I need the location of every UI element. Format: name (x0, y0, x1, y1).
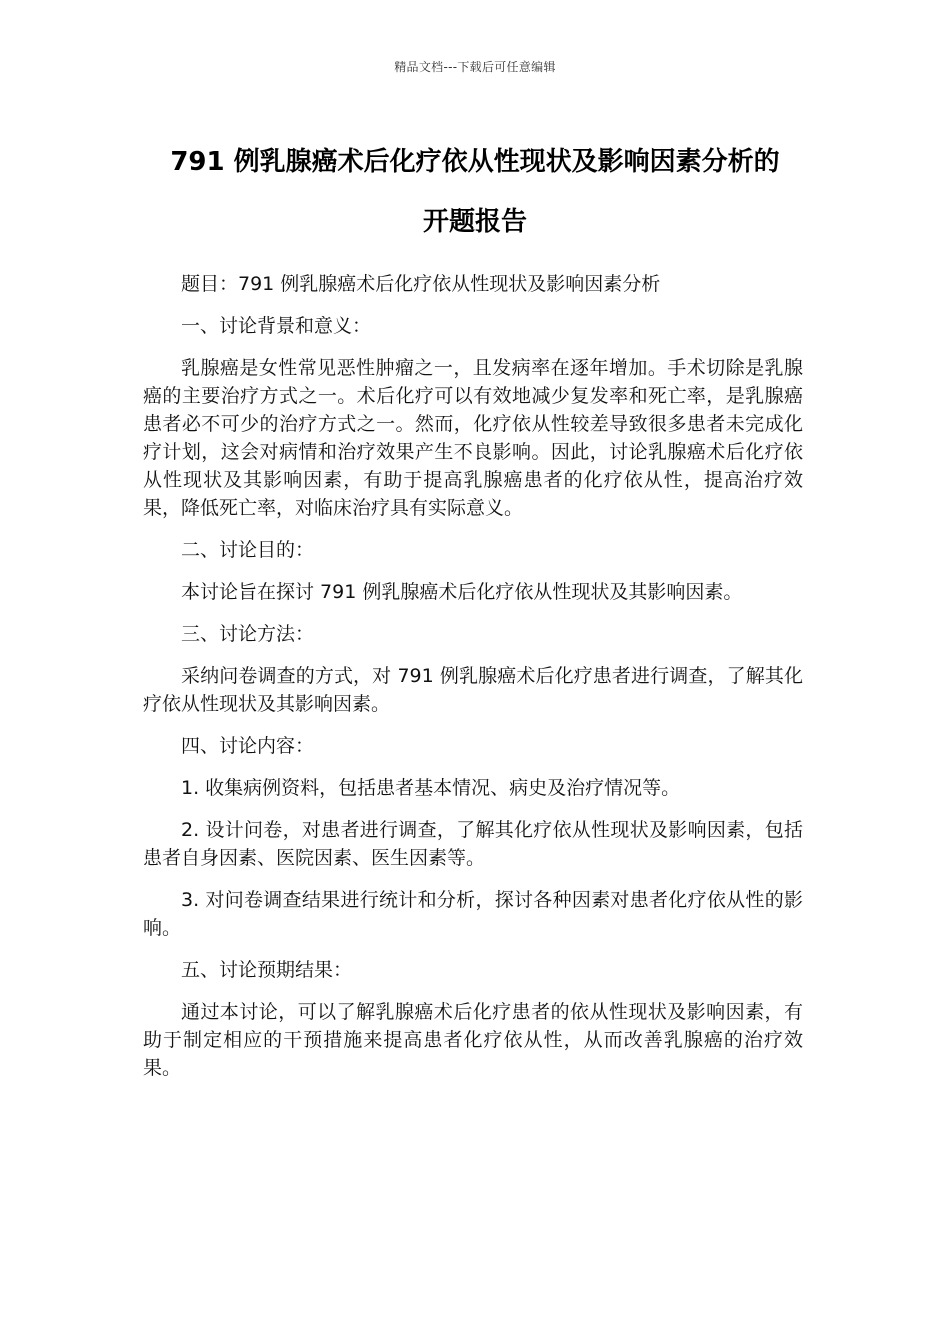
header-note: 精品文档---下载后可任意编辑 (394, 60, 556, 74)
document-title (110, 132, 840, 252)
expected-results-paragraph: 通过本讨论，可以了解乳腺癌术后化疗患者的依从性现状及影响因素，有助于制定相应的干预措施来提高患者化疗依从性，从而改善乳腺癌的治疗效果。 (143, 1001, 803, 1079)
content-item-1: 1. 收集病例资料，包括患者基本情况、病史及治疗情况等。 (181, 777, 681, 799)
content-item-3: 3. 对问卷调查结果进行统计和分析，探讨各种因素对患者化疗依从性的影响。 (143, 889, 803, 939)
title-line-2: 开题报告 (422, 207, 527, 237)
document-body (143, 270, 803, 1096)
section-heading-purpose: 二、讨论目的： (181, 539, 315, 561)
section-heading-content: 四、讨论内容： (181, 735, 315, 757)
purpose-paragraph: 本讨论旨在探讨 791 例乳腺癌术后化疗依从性现状及其影响因素。 (181, 581, 743, 603)
subject-line: 题目：791 例乳腺癌术后化疗依从性现状及影响因素分析 (181, 273, 661, 295)
method-paragraph: 采纳问卷调查的方式，对 791 例乳腺癌术后化疗患者进行调查，了解其化疗依从性现状及其影响因素。 (143, 665, 803, 715)
content-item-2: 2. 设计问卷，对患者进行调查，了解其化疗依从性现状及影响因素，包括患者自身因素、医院因素、医生因素等。 (143, 819, 803, 869)
section-heading-background: 一、讨论背景和意义： (181, 315, 372, 337)
section-heading-method: 三、讨论方法： (181, 623, 315, 645)
background-paragraph: 乳腺癌是女性常见恶性肿瘤之一，且发病率在逐年增加。手术切除是乳腺癌的主要治疗方式之一。术后化疗可以有效地减少复发率和死亡率，是乳腺癌患者必不可少的治疗方式之一。然而，化疗依从性较差导致很多患者未完成化疗计划，这会对病情和治疗效果产生不良影响。因此，讨论乳腺癌术后化疗依从性现状及其影响因素，有助于提高乳腺癌患者的化疗依从性，提高治疗效果，降低死亡率，对临床治疗具有实际意义。 (143, 357, 803, 519)
title-line-1: 791 例乳腺癌术后化疗依从性现状及影响因素分析的 (170, 147, 780, 177)
section-heading-expected-results: 五、讨论预期结果： (181, 959, 353, 981)
